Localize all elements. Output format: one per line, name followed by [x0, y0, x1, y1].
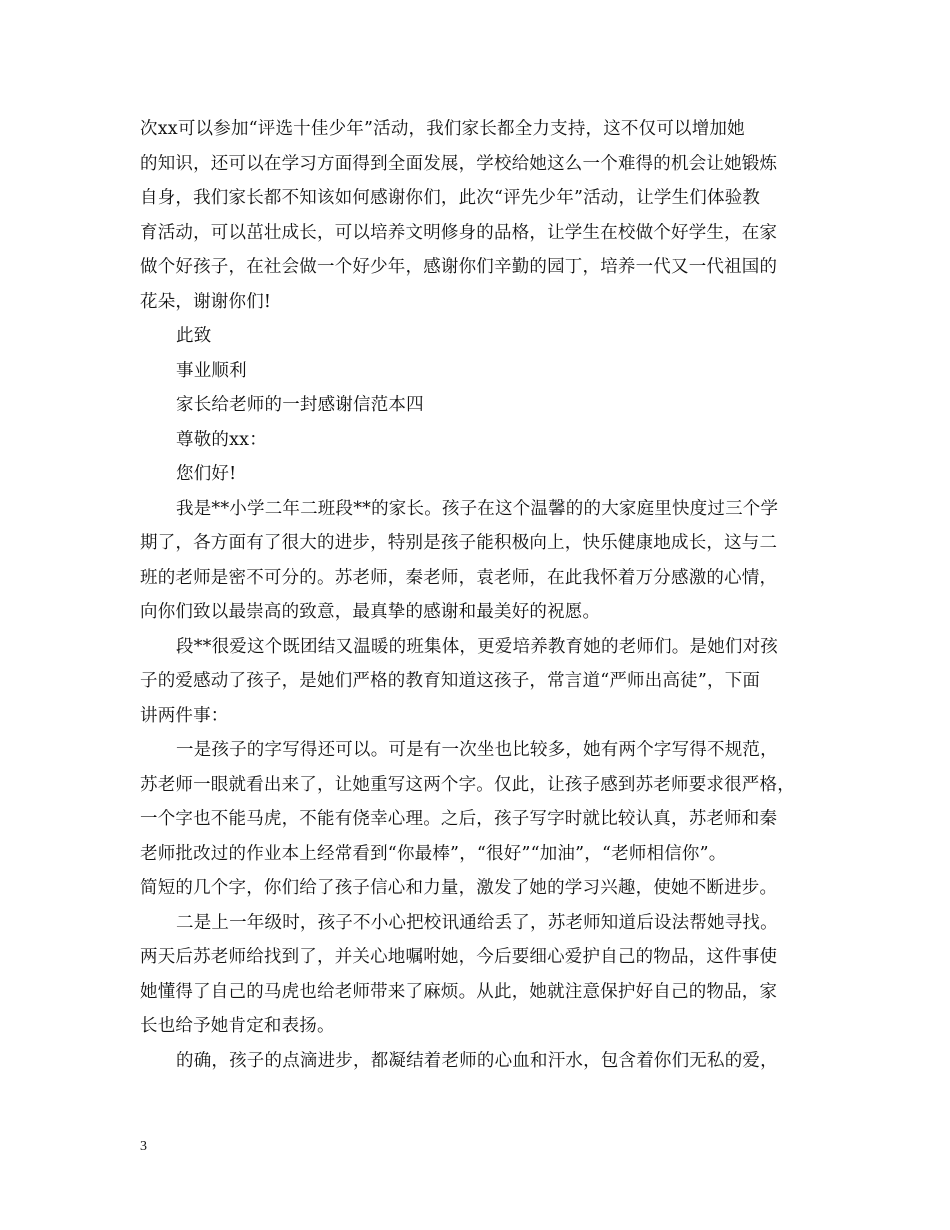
text-line: 家长给老师的一封感谢信范本四 — [176, 395, 424, 415]
page-number: 3 — [140, 1139, 147, 1154]
text-line: 尊敬的xx： — [176, 429, 267, 450]
text-line: 的确，孩子的点滴进步，都凝结着老师的心血和汗水，包含着你们无私的爱， — [176, 1050, 778, 1071]
text-line: 长也给予她肯定和表扬。 — [140, 1016, 335, 1036]
text-line: 她懂得了自己的马虎也给老师带来了麻烦。从此，她就注意保护好自己的物品，家 — [140, 981, 778, 1002]
text-line: 班的老师是密不可分的。苏老师，秦老师，袁老师，在此我怀着万分感激的心情， — [140, 567, 778, 588]
text-line: 苏老师一眼就看出来了，让她重写这两个字。仅此，让孩子感到苏老师要求很严格， — [140, 774, 795, 795]
document-body — [140, 112, 830, 1078]
text-line: 简短的几个字，你们给了孩子信心和力量，激发了她的学习兴趣，使她不断进步。 — [140, 878, 778, 898]
text-line: 的知识，还可以在学习方面得到全面发展，学校给她这么一个难得的机会让她锻炼 — [140, 153, 778, 174]
text-line: 做个好孩子，在社会做一个好少年，感谢你们辛勤的园丁，培养一代又一代祖国的 — [140, 257, 778, 277]
text-line: 育活动，可以茁壮成长，可以培养文明修身的品格，让学生在校做个好学生，在家 — [140, 222, 778, 243]
text-line: 二是上一年级时，孩子不小心把校讯通给丢了，苏老师知道后设法帮她寻找。 — [176, 912, 778, 933]
text-line: 老师批改过的作业本上经常看到“你最棒”，“很好”“加油”，“老师相信你”。 — [140, 843, 727, 864]
text-line: 自身，我们家长都不知该如何感谢你们，此次“评先少年”活动，让学生们体验教 — [140, 188, 761, 208]
text-line: 一是孩子的字写得还可以。可是有一次坐也比较多，她有两个字写得不规范， — [176, 740, 778, 760]
text-line: 事业顺利 — [176, 360, 247, 381]
text-line: 我是**小学二年二班段**的家长。孩子在这个温馨的的大家庭里快度过三个学 — [176, 498, 779, 519]
text-line: 段**很爱这个既团结又温暖的班集体，更爱培养教育她的老师们。是她们对孩 — [176, 636, 778, 657]
text-line: 两天后苏老师给找到了，并关心地嘱咐她，今后要细心爱护自己的物品，这件事使 — [140, 947, 778, 967]
text-line: 期了，各方面有了很大的进步，特别是孩子能积极向上，快乐健康地成长，这与二 — [140, 533, 778, 553]
text-line: 子的爱感动了孩子，是她们严格的教育知道这孩子，常言道“严师出高徒”，下面 — [140, 671, 761, 691]
text-line: 一个字也不能马虎，不能有侥幸心理。之后，孩子写字时就比较认真，苏老师和秦 — [140, 809, 778, 829]
text-line: 您们好! — [176, 464, 237, 484]
text-line: 次xx可以参加“评选十佳少年”活动，我们家长都全力支持，这不仅可以增加她 — [140, 119, 745, 139]
text-line: 花朵，谢谢你们! — [140, 291, 272, 312]
text-line: 此致 — [176, 326, 212, 346]
text-line: 讲两件事： — [140, 705, 229, 726]
text-line: 向你们致以最崇高的致意，最真挚的感谢和最美好的祝愿。 — [140, 602, 601, 622]
